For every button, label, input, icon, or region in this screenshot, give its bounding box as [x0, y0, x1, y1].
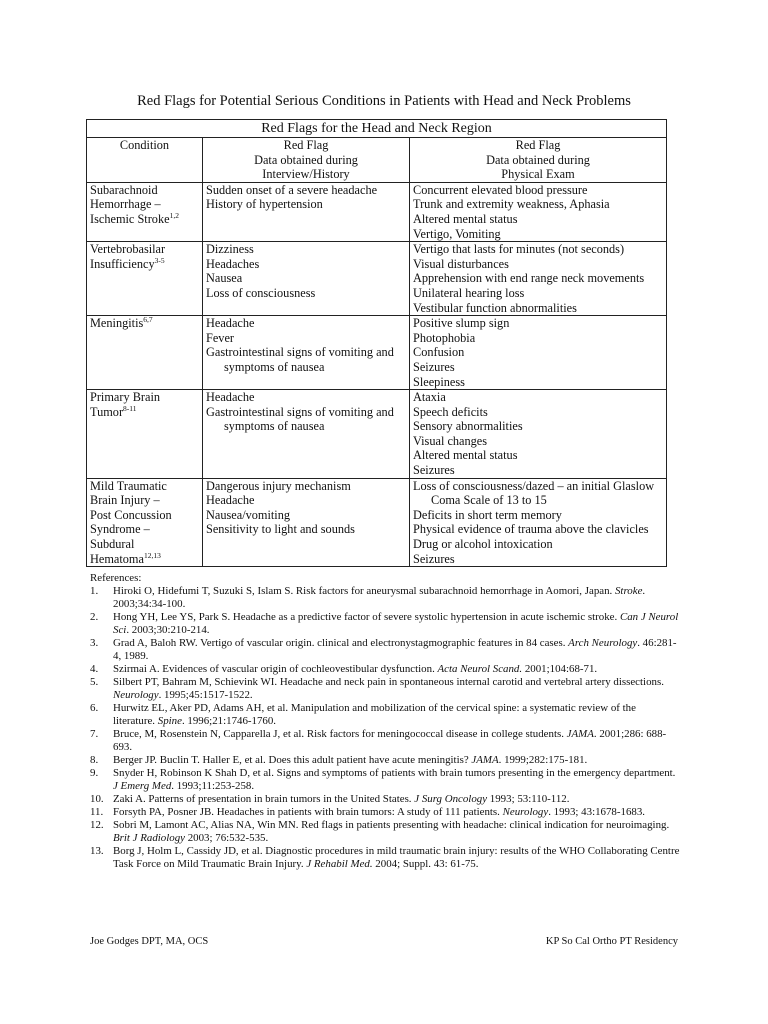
reference-number: 2.: [90, 611, 99, 623]
exam-item: Vertigo, Vomiting: [413, 226, 501, 241]
exam-item: Coma Scale of 13 to 15: [431, 493, 547, 508]
exam-item: Visual changes: [413, 433, 488, 448]
condition-line: Brain Injury –: [90, 493, 160, 508]
header-exam-line: Data obtained during: [486, 152, 590, 167]
reference-item: [90, 637, 680, 663]
reference-item: [90, 754, 680, 767]
citation-superscript: 8-11: [123, 403, 137, 413]
history-cell: [203, 316, 410, 390]
exam-item: Visual disturbances: [413, 256, 509, 271]
reference-number: 9.: [90, 767, 99, 779]
reference-text: 2003; 76:532-535.: [185, 832, 269, 844]
reference-number: 8.: [90, 754, 99, 766]
reference-text: Hiroki O, Hidefumi T, Suzuki S, Islam S. Risk factors for aneurysmal subarachnoid hemorrhage in Aomori, Japan.: [113, 585, 615, 597]
journal-name: JAMA: [471, 754, 499, 766]
reference-text: . 1996;21:1746-1760.: [181, 715, 277, 727]
reference-item: [90, 663, 680, 676]
citation-superscript: 6,7: [143, 315, 153, 325]
journal-name: Acta Neurol Scand.: [437, 663, 523, 675]
condition-line: Subarachnoid: [90, 182, 158, 197]
history-item: Gastrointestinal signs of vomiting and: [206, 404, 394, 419]
condition-line: Hemorrhage –: [90, 197, 161, 212]
reference-item: [90, 728, 680, 754]
condition-line: [90, 257, 199, 272]
footer-author: Joe Godges DPT, MA, OCS: [90, 936, 209, 947]
reference-text: . 2001;286: 688-693.: [113, 728, 667, 753]
journal-name: J Surg Oncology: [414, 793, 488, 805]
condition-line-text: Insufficiency: [90, 256, 155, 271]
reference-text: Hong YH, Lee YS, Park S. Headache as a predictive factor of severe systolic hypertension in acute ischemic stroke.: [113, 611, 620, 623]
exam-item: Ataxia: [413, 390, 446, 405]
reference-item: [90, 676, 680, 702]
reference-text: Bruce, M, Rosenstein N, Capparella J, et al. Risk factors for meningococcal disease in college students.: [113, 728, 567, 740]
references-heading: References:: [90, 572, 142, 584]
exam-item: Altered mental status: [413, 211, 518, 226]
history-item: History of hypertension: [206, 197, 323, 212]
condition-line: Mild Traumatic: [90, 478, 167, 493]
reference-item: [90, 702, 680, 728]
header-exam-line: Physical Exam: [501, 167, 575, 182]
history-item: Nausea: [206, 271, 243, 286]
reference-number: 3.: [90, 637, 99, 649]
history-item: Sensitivity to light and sounds: [206, 522, 355, 537]
reference-item: [90, 611, 680, 637]
exam-item: Vertigo that lasts for minutes (not seconds): [413, 242, 625, 257]
history-item: Headaches: [206, 256, 260, 271]
table-row: [87, 316, 667, 390]
exam-item: Drug or alcohol intoxication: [413, 537, 553, 552]
reference-number: 12.: [90, 819, 104, 831]
condition-line-text: Hematoma: [90, 551, 144, 566]
citation-superscript: 1,2: [169, 210, 179, 220]
reference-text: . 46:281-4, 1989.: [113, 637, 677, 662]
condition-line: Subdural: [90, 537, 135, 552]
exam-item: Loss of consciousness/dazed – an initial Glaslow: [413, 478, 655, 493]
condition-line: Vertebrobasilar: [90, 242, 166, 257]
journal-name: Stroke: [614, 585, 643, 597]
table-row: [87, 390, 667, 479]
reference-text: Sobri M, Lamont AC, Alias NA, Win MN. Red flags in patients presenting with headache: clinical indication for neuroimaging.: [113, 819, 670, 831]
history-item: Headache: [206, 493, 255, 508]
exam-item: Photophobia: [413, 330, 476, 345]
history-item: Dizziness: [206, 242, 254, 257]
table-body: [87, 182, 667, 566]
condition-line-text: Tumor: [90, 404, 124, 419]
exam-item: Vestibular function abnormalities: [413, 300, 577, 315]
exam-cell: [410, 242, 667, 316]
exam-item: Physical evidence of trauma above the clavicles: [413, 522, 649, 537]
citation-superscript: 3-5: [154, 255, 165, 265]
header-history: [203, 138, 410, 183]
condition-line: [90, 212, 199, 227]
table-row: [87, 478, 667, 567]
reference-text: . 1995;45:1517-1522.: [158, 689, 253, 701]
citation-superscript: 12,13: [143, 550, 161, 560]
header-history-line: Red Flag: [283, 138, 329, 152]
reference-item: [90, 845, 680, 871]
exam-item: Unilateral hearing loss: [413, 285, 525, 300]
table-title: Red Flags for the Head and Neck Region: [87, 120, 667, 138]
reference-text: Snyder H, Robinson K Shah D, et al. Signs and symptoms of patients with brain tumors presenting in the emergency department.: [113, 767, 676, 779]
reference-number: 1.: [90, 585, 99, 597]
reference-text: Berger JP. Buclin T. Haller E, et al. Does this adult patient have acute meningitis?: [113, 754, 472, 766]
header-condition: Condition: [87, 138, 203, 183]
condition-cell: [87, 390, 203, 479]
exam-cell: [410, 390, 667, 479]
condition-line: [90, 316, 199, 331]
exam-item: Concurrent elevated blood pressure: [413, 182, 588, 197]
journal-name: Spine: [157, 715, 182, 727]
history-item: symptoms of nausea: [224, 419, 325, 434]
journal-name: Can J Neurol Sci: [113, 611, 679, 636]
condition-line-text: Meningitis: [90, 316, 144, 331]
history-item: Gastrointestinal signs of vomiting and: [206, 345, 394, 360]
reference-number: 5.: [90, 676, 99, 688]
exam-item: Deficits in short term memory: [413, 507, 562, 522]
reference-text: . 1993;11:253-258.: [171, 780, 255, 792]
journal-name: J Rehabil Med.: [306, 858, 373, 870]
reference-text: . 1999;282:175-181.: [498, 754, 588, 766]
exam-cell: [410, 478, 667, 567]
reference-text: Forsyth PA, Posner JB. Headaches in patients with brain tumors: A study of 111 patients.: [113, 806, 503, 818]
journal-name: Neurology: [502, 806, 549, 818]
reference-text: Borg J, Holm L, Cassidy JD, et al. Diagnostic procedures in mild traumatic brain injury: results of the WHO Collaborating Centre Task Force on Mild Traumatic Brain Injury.: [113, 845, 680, 870]
history-item: Headache: [206, 316, 255, 331]
table-row: [87, 182, 667, 241]
exam-item: Seizures: [413, 551, 455, 566]
condition-line: Syndrome –: [90, 522, 150, 537]
history-item: Sudden onset of a severe headache: [206, 182, 378, 197]
history-item: Fever: [206, 330, 234, 345]
exam-item: Sleepiness: [413, 374, 465, 389]
condition-line: [90, 405, 199, 420]
exam-item: Confusion: [413, 345, 465, 360]
header-exam-line: Red Flag: [515, 138, 561, 152]
page-title: Red Flags for Potential Serious Conditions in Patients with Head and Neck Problems: [137, 93, 631, 109]
red-flags-table: [86, 119, 667, 567]
reference-item: [90, 806, 680, 819]
journal-name: JAMA: [566, 728, 594, 740]
reference-text: Grad A, Baloh RW. Vertigo of vascular origin. clinical and electronystagmographic features in 84 cases.: [113, 637, 569, 649]
reference-text: . 2003;30:210-214.: [126, 624, 210, 636]
condition-line-text: Ischemic Stroke: [90, 211, 170, 226]
reference-text: 2004; Suppl. 43: 61-75.: [372, 858, 479, 870]
exam-item: Apprehension with end range neck movements: [413, 271, 645, 286]
exam-item: Positive slump sign: [413, 316, 510, 331]
exam-item: Seizures: [413, 463, 455, 478]
reference-number: 13.: [90, 845, 104, 857]
history-cell: [203, 478, 410, 567]
journal-name: J Emerg Med: [113, 780, 172, 792]
reference-item: [90, 793, 680, 806]
reference-text: Hurwitz EL, Aker PD, Adams AH, et al. Manipulation and mobilization of the cervical spine: a systematic review of the literature.: [113, 702, 636, 727]
reference-text: Zaki A. Patterns of presentation in brain tumors in the United States.: [113, 793, 415, 805]
reference-item: [90, 585, 680, 611]
condition-cell: [87, 242, 203, 316]
reference-text: . 1993; 43:1678-1683.: [548, 806, 646, 818]
exam-item: Altered mental status: [413, 448, 518, 463]
references-section: [90, 572, 680, 871]
reference-number: 10.: [90, 793, 104, 805]
history-cell: [203, 390, 410, 479]
exam-item: Speech deficits: [413, 404, 488, 419]
history-item: Headache: [206, 390, 255, 405]
journal-name: Neurology: [113, 689, 159, 701]
history-item: Dangerous injury mechanism: [206, 478, 351, 493]
reference-item: [90, 819, 680, 845]
references-list: [90, 585, 680, 871]
journal-name: Brit J Radiology: [113, 832, 185, 844]
footer-program: KP So Cal Ortho PT Residency: [545, 936, 678, 947]
reference-number: 7.: [90, 728, 99, 740]
history-item: Loss of consciousness: [206, 285, 316, 300]
reference-text: Szirmai A. Evidences of vascular origin of cochleovestibular dysfunction.: [113, 663, 438, 675]
reference-text: 1993; 53:110-112.: [487, 793, 570, 805]
header-history-line: Interview/History: [262, 167, 350, 182]
condition-cell: [87, 478, 203, 567]
header-history-line: Data obtained during: [254, 152, 358, 167]
reference-text: 2001;104:68-71.: [522, 663, 598, 675]
condition-cell: [87, 316, 203, 390]
reference-text: . 2003;34:34-100.: [113, 585, 646, 610]
condition-line: [90, 552, 199, 567]
exam-item: Seizures: [413, 359, 455, 374]
header-exam: [410, 138, 667, 183]
history-item: symptoms of nausea: [224, 359, 325, 374]
condition-line: Primary Brain: [90, 390, 161, 405]
reference-number: 4.: [90, 663, 99, 675]
journal-name: Arch Neurology: [568, 637, 638, 649]
exam-item: Trunk and extremity weakness, Aphasia: [413, 197, 610, 212]
exam-cell: [410, 316, 667, 390]
condition-cell: [87, 182, 203, 241]
history-cell: [203, 182, 410, 241]
reference-item: [90, 767, 680, 793]
reference-number: 6.: [90, 702, 99, 714]
history-cell: [203, 242, 410, 316]
reference-text: Silbert PT, Bahram M, Schievink WI. Headache and neck pain in spontaneous internal carotid and vertebral artery dissections.: [113, 676, 664, 688]
reference-number: 11.: [90, 806, 104, 818]
condition-line: Post Concussion: [90, 507, 172, 522]
history-item: Nausea/vomiting: [206, 507, 291, 522]
table-row: [87, 242, 667, 316]
exam-cell: [410, 182, 667, 241]
exam-item: Sensory abnormalities: [413, 419, 523, 434]
